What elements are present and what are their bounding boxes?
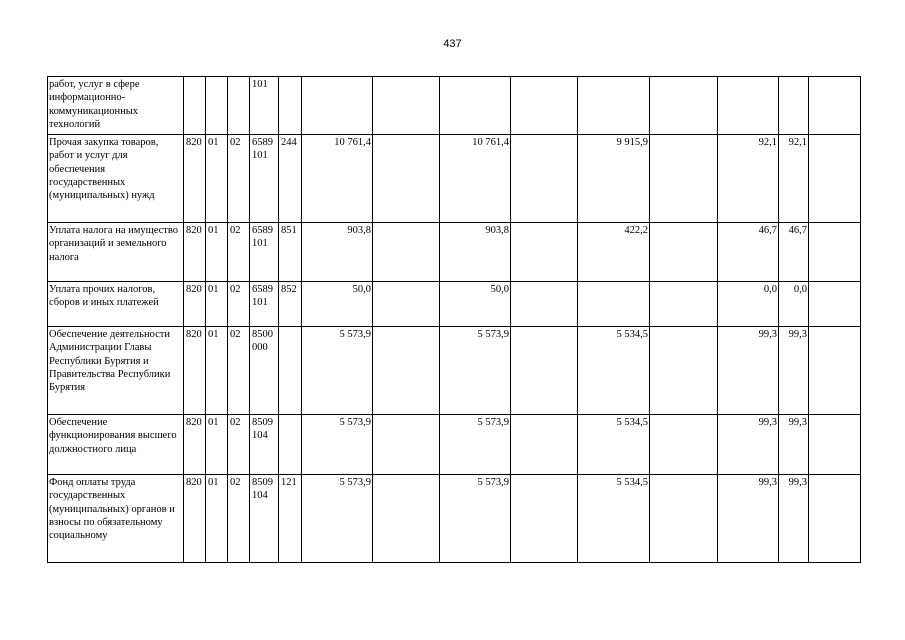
column-9-cell [511,135,578,223]
column-9-cell [511,415,578,475]
execution-percent-cell: 99,3 [718,327,779,415]
rz-code-cell: 01 [206,135,228,223]
vr-code-cell [279,327,302,415]
row-name-cell: Фонд оплаты труда государственных (муниципальных) органов и взносы по обязательному социальному [48,475,184,563]
ved-code-cell: 820 [184,475,206,563]
vr-code-cell: 244 [279,135,302,223]
executed-amount-cell [578,77,650,135]
ved-code-cell: 820 [184,223,206,282]
pr-code-cell: 02 [228,135,250,223]
rz-code-cell: 01 [206,282,228,327]
refined-amount-cell: 903,8 [440,223,511,282]
column-7-cell [373,282,440,327]
csr-code-cell: 6589 101 [250,135,279,223]
vr-code-cell: 851 [279,223,302,282]
refined-amount-cell: 50,0 [440,282,511,327]
execution-percent-2-cell: 0,0 [779,282,809,327]
column-11-cell [650,77,718,135]
execution-percent-2-cell: 99,3 [779,415,809,475]
planned-amount-cell [302,77,373,135]
column-7-cell [373,415,440,475]
table-row [48,327,861,415]
table-row [48,475,861,563]
execution-percent-cell: 92,1 [718,135,779,223]
execution-percent-cell: 99,3 [718,475,779,563]
vr-code-cell: 852 [279,282,302,327]
csr-code-cell: 101 [250,77,279,135]
row-name-cell: Обеспечение функционирования высшего должностного лица [48,415,184,475]
planned-amount-cell: 903,8 [302,223,373,282]
planned-amount-cell: 5 573,9 [302,475,373,563]
column-7-cell [373,475,440,563]
column-11-cell [650,282,718,327]
column-11-cell [650,475,718,563]
ved-code-cell: 820 [184,282,206,327]
rz-code-cell: 01 [206,475,228,563]
rz-code-cell: 01 [206,327,228,415]
page-number: 437 [443,38,462,50]
table-row [48,282,861,327]
column-14-cell [809,282,861,327]
pr-code-cell: 02 [228,475,250,563]
csr-code-cell: 8509 104 [250,475,279,563]
column-14-cell [809,223,861,282]
column-11-cell [650,135,718,223]
table-body [48,77,861,563]
budget-table [47,76,861,563]
vr-code-cell [279,77,302,135]
row-name-cell: Обеспечение деятельности Администрации Главы Республики Бурятия и Правительства Республики Бурятия [48,327,184,415]
rz-code-cell [206,77,228,135]
execution-percent-cell: 0,0 [718,282,779,327]
column-14-cell [809,135,861,223]
ved-code-cell: 820 [184,135,206,223]
column-11-cell [650,415,718,475]
executed-amount-cell [578,282,650,327]
column-9-cell [511,327,578,415]
vr-code-cell [279,415,302,475]
column-14-cell [809,475,861,563]
csr-code-cell: 8509 104 [250,415,279,475]
table-row [48,223,861,282]
column-11-cell [650,327,718,415]
executed-amount-cell: 5 534,5 [578,327,650,415]
csr-code-cell: 8500 000 [250,327,279,415]
column-9-cell [511,223,578,282]
execution-percent-2-cell: 92,1 [779,135,809,223]
column-7-cell [373,327,440,415]
execution-percent-cell [718,77,779,135]
rz-code-cell: 01 [206,415,228,475]
execution-percent-2-cell: 99,3 [779,475,809,563]
row-name-cell: Уплата прочих налогов, сборов и иных платежей [48,282,184,327]
column-14-cell [809,77,861,135]
refined-amount-cell [440,77,511,135]
refined-amount-cell: 5 573,9 [440,327,511,415]
pr-code-cell: 02 [228,282,250,327]
pr-code-cell: 02 [228,327,250,415]
row-name-cell: Уплата налога на имущество организаций и земельного налога [48,223,184,282]
planned-amount-cell: 5 573,9 [302,327,373,415]
csr-code-cell: 6589 101 [250,223,279,282]
column-9-cell [511,282,578,327]
column-9-cell [511,475,578,563]
ved-code-cell [184,77,206,135]
pr-code-cell: 02 [228,223,250,282]
refined-amount-cell: 5 573,9 [440,475,511,563]
pr-code-cell [228,77,250,135]
column-9-cell [511,77,578,135]
execution-percent-2-cell [779,77,809,135]
column-7-cell [373,135,440,223]
planned-amount-cell: 50,0 [302,282,373,327]
refined-amount-cell: 10 761,4 [440,135,511,223]
row-name-cell: Прочая закупка товаров, работ и услуг для обеспечения государственных (муниципальных) нужд [48,135,184,223]
refined-amount-cell: 5 573,9 [440,415,511,475]
planned-amount-cell: 10 761,4 [302,135,373,223]
column-11-cell [650,223,718,282]
execution-percent-cell: 46,7 [718,223,779,282]
row-name-cell: работ, услуг в сфере информационно-коммуникационных технологий [48,77,184,135]
executed-amount-cell: 5 534,5 [578,415,650,475]
execution-percent-2-cell: 46,7 [779,223,809,282]
rz-code-cell: 01 [206,223,228,282]
execution-percent-cell: 99,3 [718,415,779,475]
execution-percent-2-cell: 99,3 [779,327,809,415]
executed-amount-cell: 9 915,9 [578,135,650,223]
table-row [48,77,861,135]
ved-code-cell: 820 [184,327,206,415]
table-row [48,135,861,223]
csr-code-cell: 6589 101 [250,282,279,327]
executed-amount-cell: 422,2 [578,223,650,282]
planned-amount-cell: 5 573,9 [302,415,373,475]
column-7-cell [373,77,440,135]
column-14-cell [809,415,861,475]
vr-code-cell: 121 [279,475,302,563]
column-7-cell [373,223,440,282]
ved-code-cell: 820 [184,415,206,475]
table-row [48,415,861,475]
column-14-cell [809,327,861,415]
pr-code-cell: 02 [228,415,250,475]
executed-amount-cell: 5 534,5 [578,475,650,563]
